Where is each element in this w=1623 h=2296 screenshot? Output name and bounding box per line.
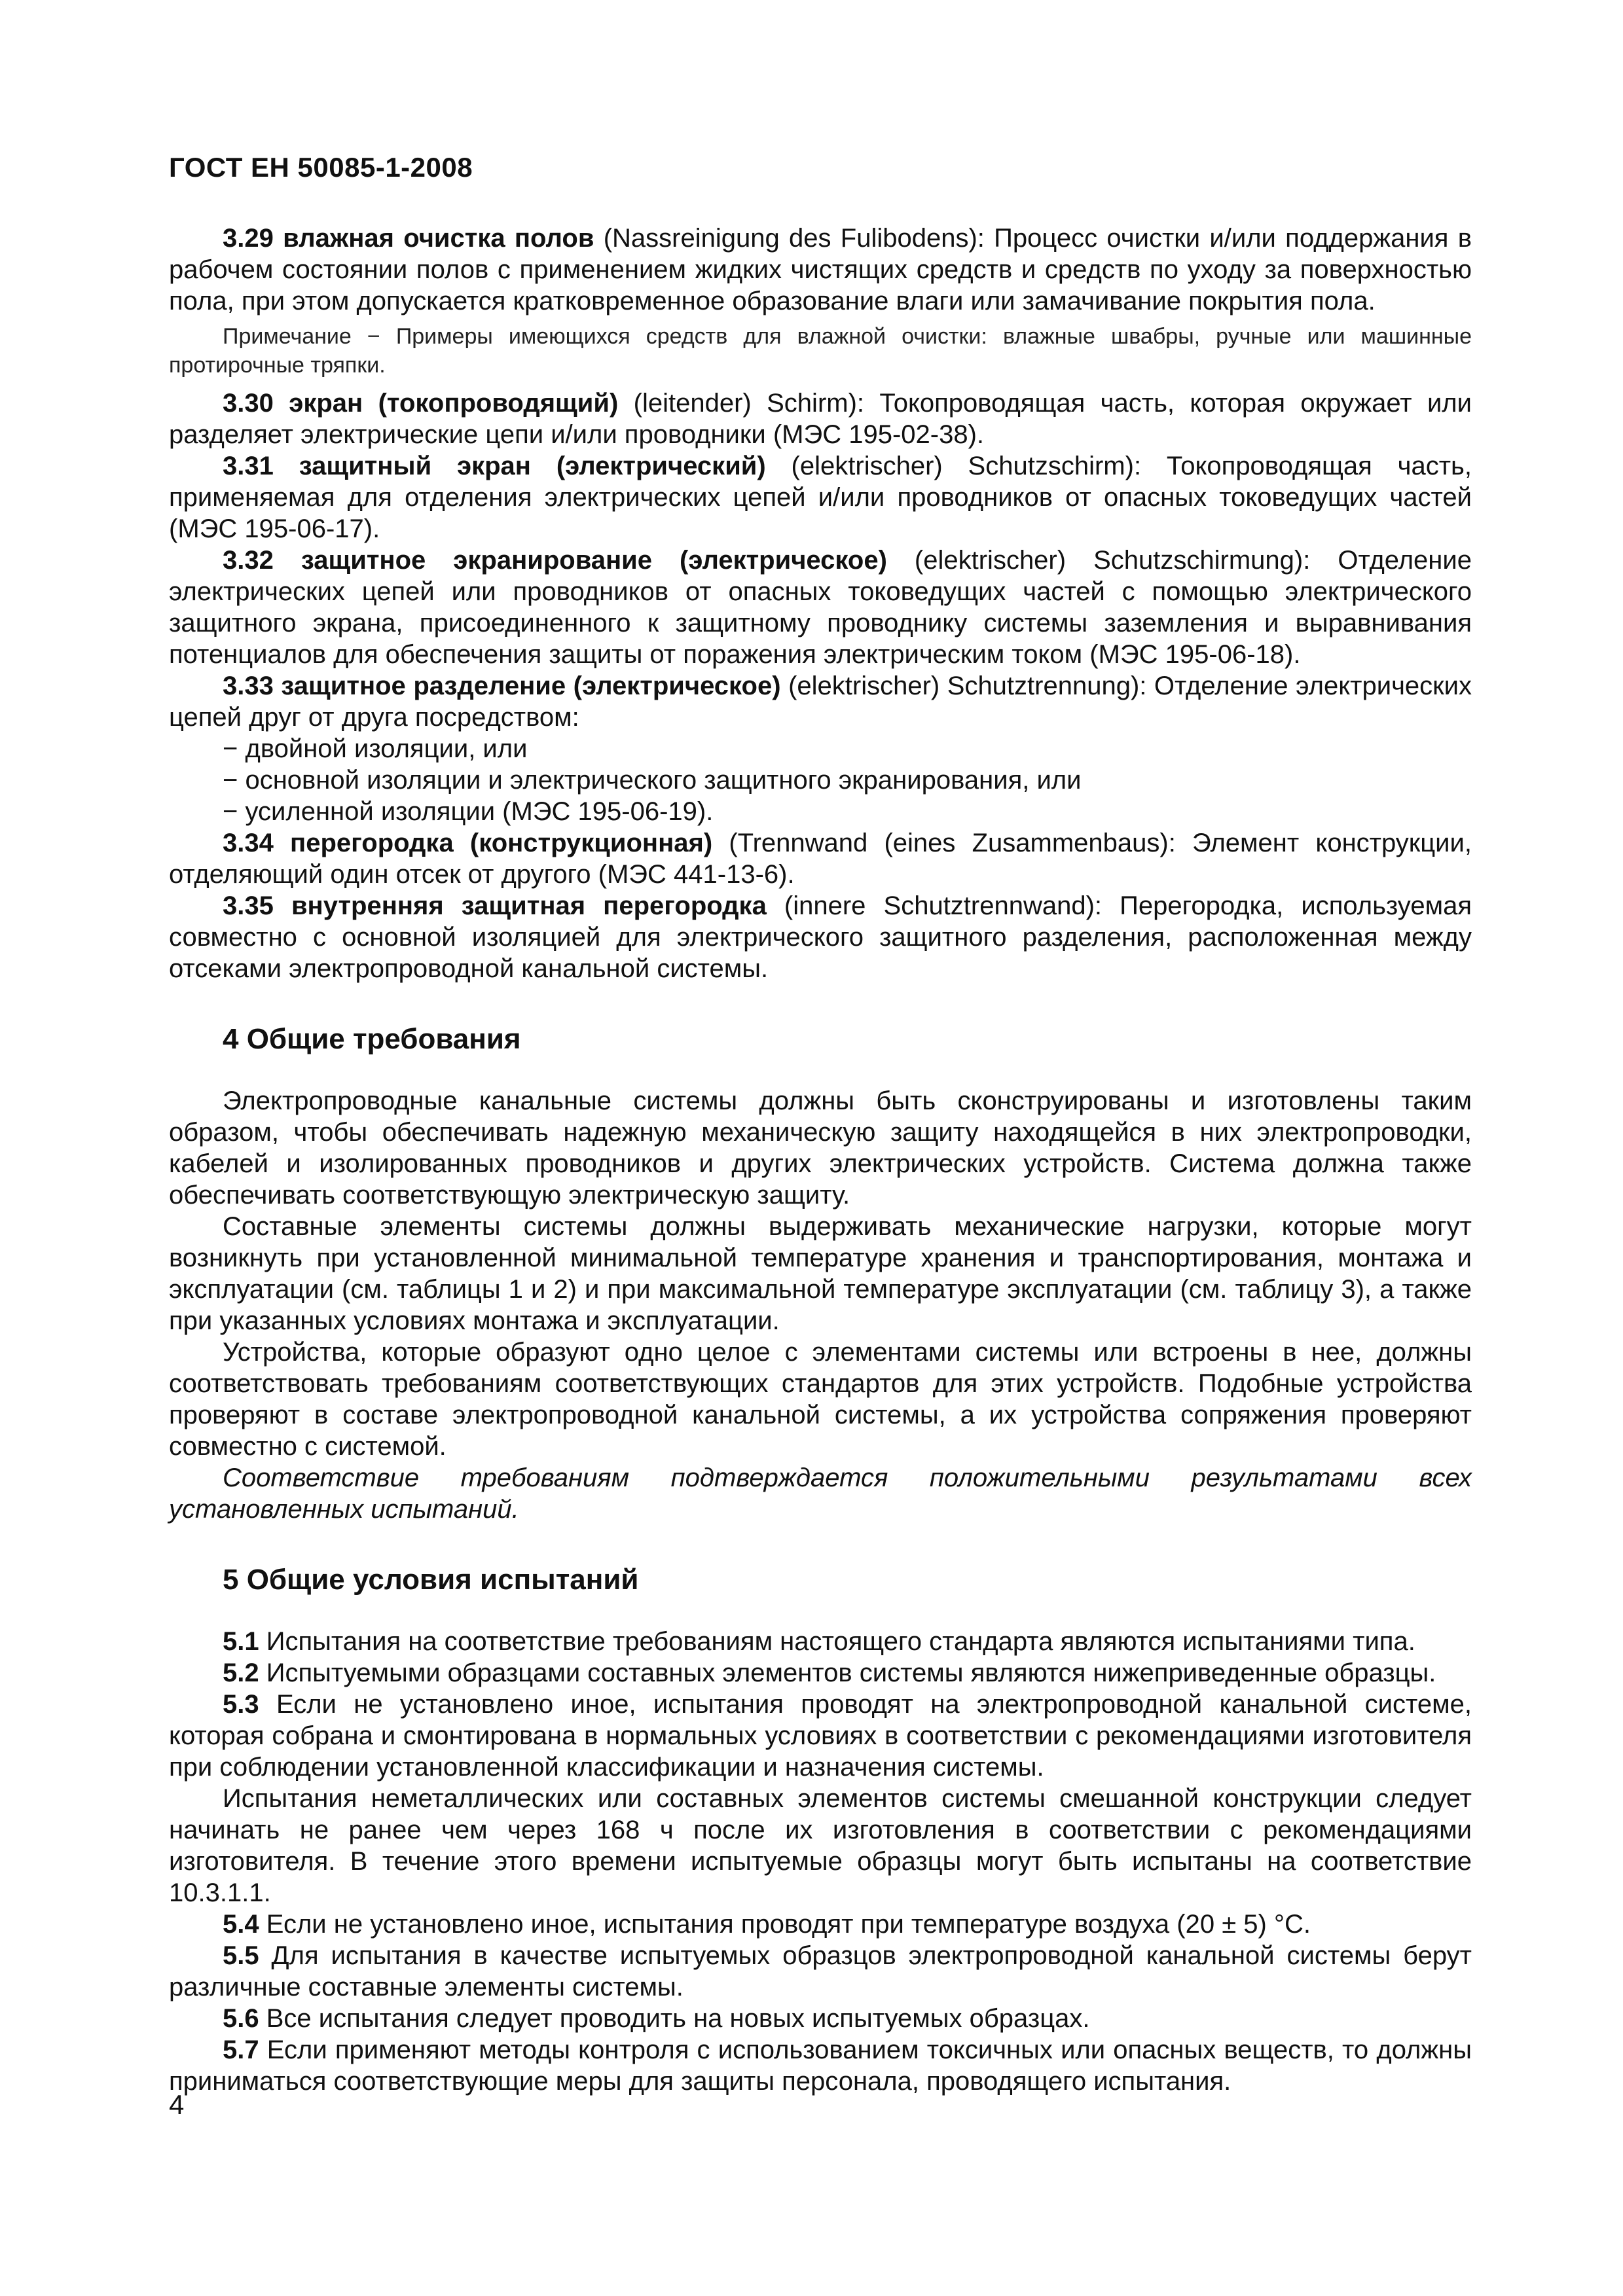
clause-5-6: 5.6 Все испытания следует проводить на новых испытуемых образцах. bbox=[223, 2004, 1090, 2033]
definition-3-35: 3.35 внутренняя защитная перегородка (innere Schutztrennwand): Перегородка, используемая совместно с основной изоляцией для электрического защитного разделения, расположенная между отсеками электропроводной канальной системы. bbox=[169, 891, 1472, 983]
definition-3-31: 3.31 защитный экран (электрический) (elektrischer) Schutzschirm): Токопроводящая часть, применяемая для отделения электрических цепей и/или проводников от опасных токоведущих частей (МЭС 195-06-17). bbox=[169, 452, 1472, 543]
document-header: ГОСТ ЕН 50085-1-2008 bbox=[169, 152, 473, 183]
section-4-paragraph: Электропроводные канальные системы должны быть сконструированы и изготовлены таким образом, чтобы обеспечивать надежную механическую защиту находящейся в них электропроводки, кабелей и изолированных проводников и других электрических устройств. Система должна также обеспечивать соответствующую электрическую защиту. bbox=[169, 1086, 1472, 1210]
clause-5-3: 5.3 Если не установлено иное, испытания проводят на электропроводной канальной системе, которая собрана и смонтирована в нормальных условиях в соответствии с рекомендациями изготовителя при соблюдении установленной классификации и назначения системы. bbox=[169, 1690, 1472, 1782]
note-3-29: Примечание − Примеры имеющихся средств для влажной очистки: влажные швабры, ручные или машинные протирочные тряпки. bbox=[169, 324, 1472, 378]
section-4-paragraph: Составные элементы системы должны выдерживать механические нагрузки, которые могут возникнуть при установленной минимальной температуре хранения и транспортирования, монтажа и эксплуатации (см. таблицы 1 и 2) и при максимальной температуре эксплуатации (см. таблицу 3), а также при указанных условиях монтажа и эксплуатации. bbox=[169, 1212, 1472, 1335]
clause-5-4: 5.4 Если не установлено иное, испытания проводят при температуре воздуха (20 ± 5) °С. bbox=[223, 1910, 1311, 1939]
clause-5-3-continuation: Испытания неметаллических или составных элементов системы смешанной конструкции следует начинать не ранее чем через 168 ч после их изготовления в соответствии с рекомендациями изготовителя. В течение этого времени испытуемые образцы могут быть испытаны на соответствие 10.3.1.1. bbox=[169, 1784, 1472, 1907]
section-4-heading: 4 Общие требования bbox=[223, 1023, 521, 1055]
list-item: − усиленной изоляции (МЭС 195-06-19). bbox=[223, 797, 714, 826]
clause-5-2: 5.2 Испытуемыми образцами составных элементов системы являются нижеприведенные образцы. bbox=[223, 1659, 1436, 1687]
definition-3-32: 3.32 защитное экранирование (электрическое) (elektrischer) Schutzschirmung): Отделение электрических цепей или проводников от опасных токоведущих частей с помощью электрического защитного экрана, присоединенного к защитному проводнику системы заземления и выравнивания потенциалов для обеспечения защиты от поражения электрическим током (МЭС 195-06-18). bbox=[169, 546, 1472, 669]
definition-3-34: 3.34 перегородка (конструкционная) (Trennwand (eines Zusammenbaus): Элемент конструкции, отделяющий один отсек от другого (МЭС 441-13-6). bbox=[169, 829, 1472, 889]
definition-3-30: 3.30 экран (токопроводящий) (leitender) Schirm): Токопроводящая часть, которая окружает или разделяет электрические цепи и/или проводники (МЭС 195-02-38). bbox=[169, 389, 1472, 449]
list-item: − двойной изоляции, или bbox=[223, 734, 528, 763]
document-body bbox=[169, 223, 1472, 2097]
clause-5-5: 5.5 Для испытания в качестве испытуемых образцов электропроводной канальной системы берут различные составные элементы системы. bbox=[169, 1941, 1472, 2001]
page-number: 4 bbox=[169, 2089, 185, 2120]
definition-3-33: 3.33 защитное разделение (электрическое) (elektrischer) Schutztrennung): Отделение электрических цепей друг от друга посредством: bbox=[169, 672, 1472, 732]
section-4-paragraph: Устройства, которые образуют одно целое с элементами системы или встроены в нее, должны соответствовать требованиям соответствующих стандартов для этих устройств. Подобные устройства проверяют в составе электропроводной канальной системы, а их устройства сопряжения проверяют совместно с системой. bbox=[169, 1338, 1472, 1461]
section-4-compliance-note: Соответствие требованиям подтверждается положительными результатами всех установленных испытаний. bbox=[169, 1463, 1472, 1524]
list-item: − основной изоляции и электрического защитного экранирования, или bbox=[223, 766, 1082, 795]
definition-3-29: 3.29 влажная очистка полов (Nassreinigung des Fulibodens): Процесс очистки и/или поддержания в рабочем состоянии полов с применением жидких чистящих средств и средств по уходу за поверхностью пола, при этом допускается кратковременное образование влаги или замачивание покрытия пола. bbox=[169, 224, 1472, 315]
section-5-heading: 5 Общие условия испытаний bbox=[223, 1564, 639, 1596]
clause-5-7: 5.7 Если применяют методы контроля с использованием токсичных или опасных веществ, то должны приниматься соответствующие меры для защиты персонала, проводящего испытания. bbox=[169, 2036, 1472, 2096]
clause-5-1: 5.1 Испытания на соответствие требованиям настоящего стандарта являются испытаниями типа. bbox=[223, 1627, 1415, 1656]
